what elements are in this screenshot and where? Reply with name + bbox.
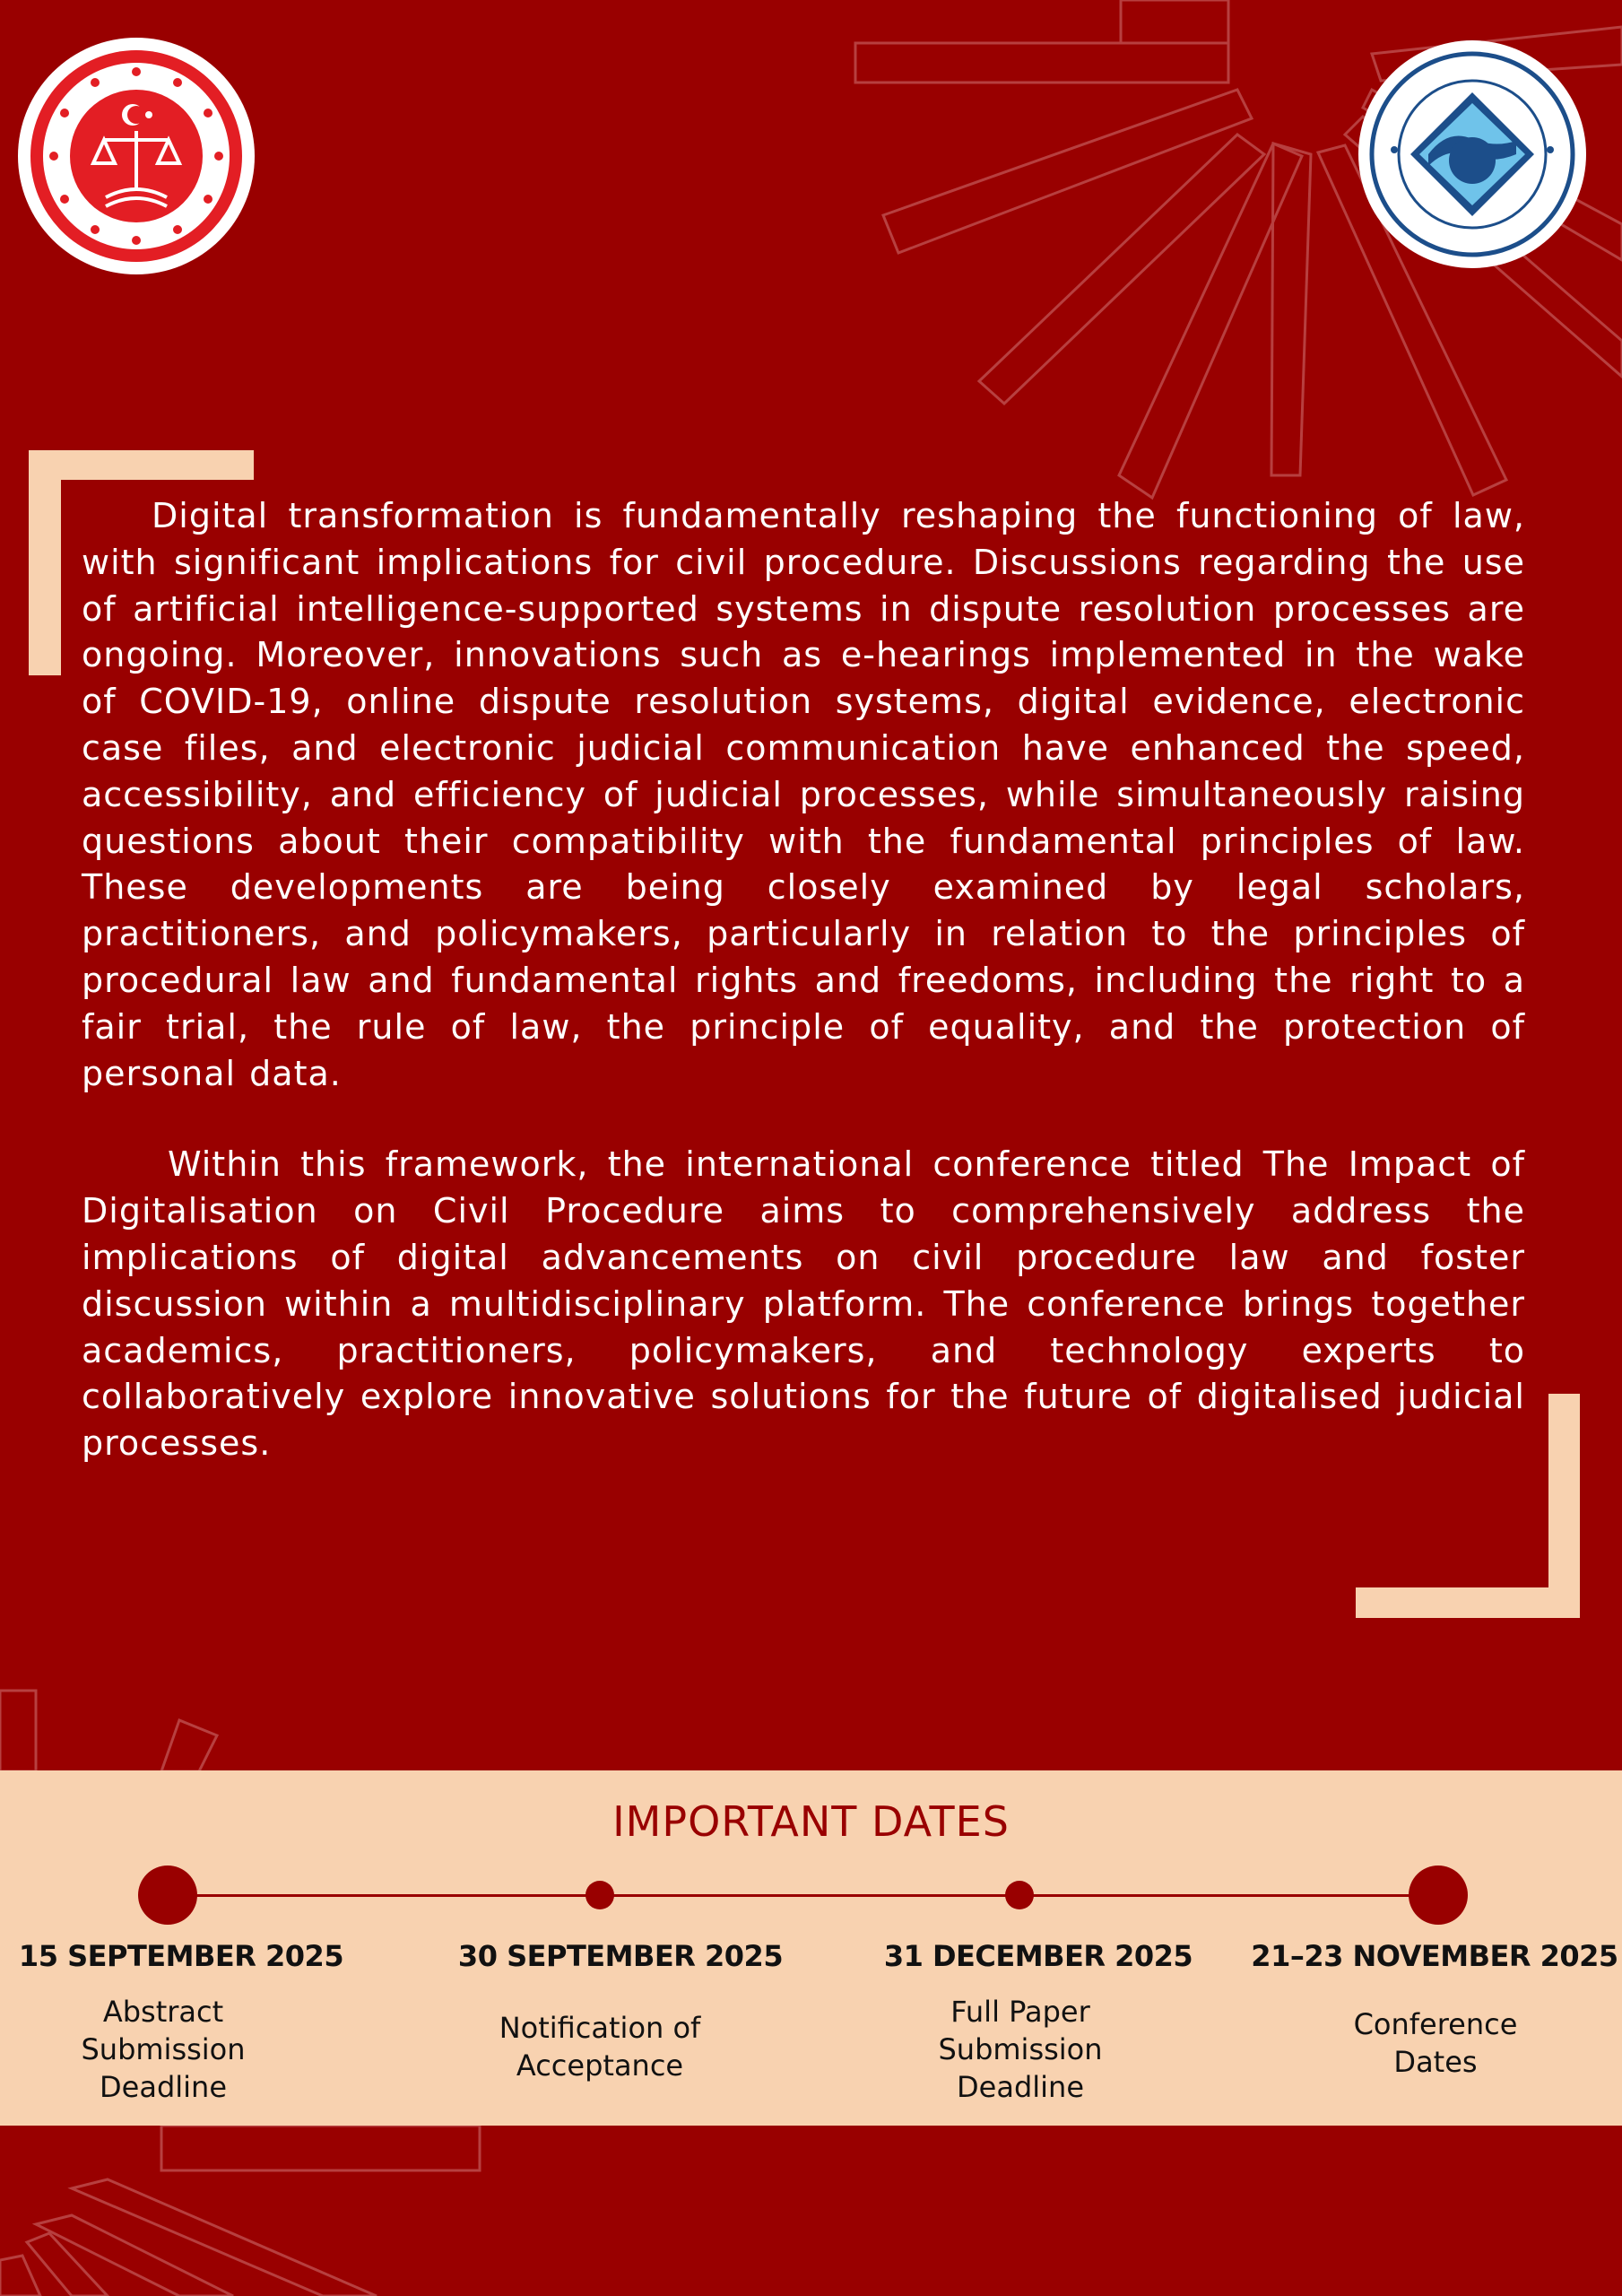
paragraph-framework: Within this framework, the international conference titled The Impact of Digitalisation on Civil Procedure aims to comprehensively address the implications of digital advancements on civil procedure law and foster discussion within a multidisciplinary platform. The conference brings together academics, practitioners, policymakers, and technology experts to collaboratively explore innovative solutions for the future of digitalised judicial processes. [82, 1144, 1525, 1464]
timeline-dot-3 [1005, 1881, 1034, 1909]
date-full-paper: 31 DECEMBER 2025 [883, 1939, 1193, 1973]
desc-line: Dates [1393, 2045, 1478, 2079]
bogazici-university-logo [1358, 40, 1586, 268]
university-seal-icon [1358, 40, 1586, 268]
desc-line: Abstract [102, 1995, 224, 2029]
desc-line: Conference [1353, 2007, 1518, 2041]
date-abstract-submission: 15 SEPTEMBER 2025 [18, 1939, 344, 1973]
date-conference: 21–23 NOVEMBER 2025 [1251, 1939, 1618, 1973]
date-notification: 30 SEPTEMBER 2025 [457, 1939, 784, 1973]
corner-bracket-top-left-vertical [29, 450, 61, 675]
desc-line: Notification of [499, 2011, 701, 2045]
paragraph-digital-transformation: Digital transformation is fundamentally reshaping the functioning of law, with significant implications for civil procedure. Discussions regarding the use of artificial intelligence-supported systems in dispute resolution processes are ongoing. Moreover, innovations such as e-hearings implemented in the wake of COVID-19, online dispute resolution systems, digital evidence, electronic case files, and electronic judicial communication have enhanced the speed, accessibility, and efficiency of judicial processes, while simultaneously raising questions about their compatibility with the fundamental principles of law. These developments are being closely examined by legal scholars, practitioners, and policymakers, particularly in relation to the principles of procedural law and fundamental rights and freedoms, including the right to a fair trial, the rule of law, the principle of equality, and the protection of personal data. [82, 496, 1525, 1093]
desc-line: Acceptance [516, 2048, 684, 2083]
corner-bracket-top-left [29, 450, 254, 480]
ministry-of-justice-logo [18, 38, 255, 274]
desc-full-paper [877, 1993, 1164, 2106]
conference-description [82, 493, 1525, 1467]
timeline-dot-2 [585, 1881, 614, 1909]
timeline-dot-1 [138, 1866, 197, 1925]
scales-of-justice-icon [18, 38, 255, 274]
desc-line: Submission [81, 2032, 246, 2066]
desc-notification [456, 2009, 743, 2084]
desc-line: Deadline [957, 2070, 1084, 2104]
timeline-line [167, 1894, 1438, 1897]
desc-line: Submission [938, 2032, 1103, 2066]
corner-bracket-bottom-right-vertical [1548, 1394, 1580, 1618]
desc-line: Full Paper [950, 1995, 1090, 2029]
important-dates-title: IMPORTANT DATES [612, 1797, 1010, 1846]
desc-abstract-submission [20, 1993, 307, 2106]
timeline-dot-4 [1409, 1866, 1468, 1925]
corner-bracket-bottom-right [1356, 1587, 1580, 1618]
desc-line: Deadline [100, 2070, 227, 2104]
desc-conference [1292, 2005, 1579, 2081]
